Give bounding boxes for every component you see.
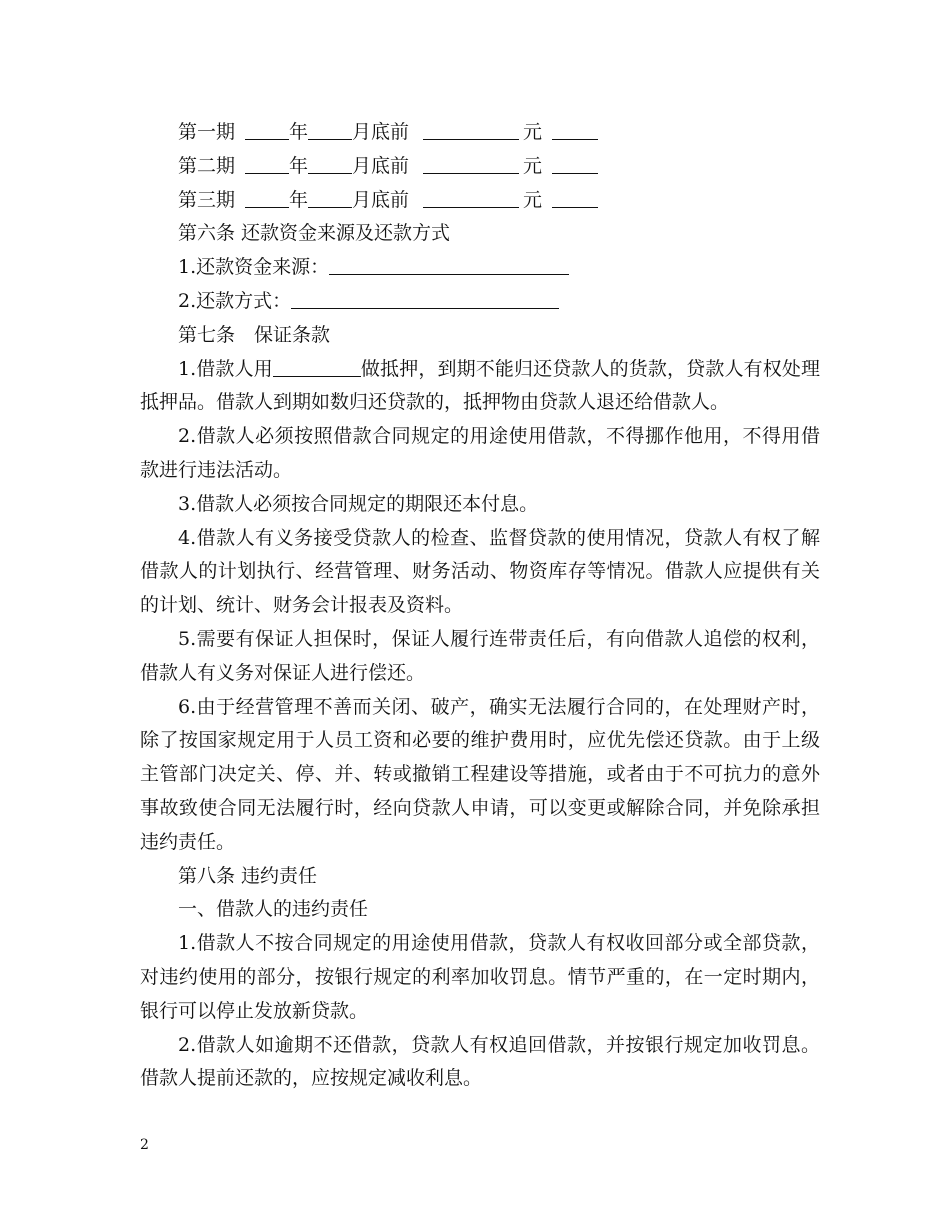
repayment-method-line [140,285,820,319]
article-7-item-5: 5.需要有保证人担保时，保证人履行连带责任后，有向借款人追偿的权利，借款人有义务对保证人进行偿还。 [140,627,820,684]
page-number: 2 [140,1137,149,1153]
amount-blank [423,172,519,174]
currency-label: 元 [523,188,543,211]
installment-row [140,116,820,150]
month-blank [308,138,352,140]
trailing-blank [552,172,598,174]
article-7-item-1 [140,353,820,421]
year-label: 年 [289,121,309,143]
article-8-title: 第八条 违约责任 [178,864,318,887]
article-6-title: 第六条 还款资金来源及还款方式 [178,222,451,245]
repayment-method-label: 2.还款方式： [178,289,292,312]
year-blank [245,206,289,208]
article-7-title: 第七条 保证条款 [178,323,331,346]
document-body [140,116,820,1096]
collateral-blank [273,375,361,377]
installment-row [140,184,820,218]
article-8-item-2: 2.借款人如逾期不还借款，贷款人有权追回借款，并按银行规定加收罚息。借款人提前还款的，应按规定减收利息。 [140,1033,820,1090]
article-7-item-3: 3.借款人必须按合同规定的期限还本付息。 [178,492,539,515]
year-blank [245,138,289,140]
repayment-source-line [140,251,820,285]
repayment-method-blank [291,307,559,309]
month-end-label: 月底前 [352,154,410,177]
currency-label: 元 [523,121,543,143]
installment-label: 第一期 [178,121,236,143]
month-blank [308,206,352,208]
trailing-blank [552,138,598,140]
amount-blank [423,206,519,208]
article-7-item-2: 2.借款人必须按照借款合同规定的用途使用借款，不得挪作他用，不得用借款进行违法活动。 [140,425,820,481]
article-7-item-4: 4.借款人有义务接受贷款人的检查、监督贷款的使用情况，贷款人有权了解借款人的计划执行、经营管理、财务活动、物资库存等情况。借款人应提供有关的计划、统计、财务会计报表及资料。 [140,526,820,617]
trailing-blank [552,206,598,208]
year-label: 年 [289,154,309,177]
month-blank [308,172,352,174]
year-blank [245,172,289,174]
month-end-label: 月底前 [352,188,410,211]
installment-label: 第二期 [178,154,236,177]
repayment-source-blank [329,273,569,275]
year-label: 年 [289,188,309,211]
article-8-item-1: 1.借款人不按合同规定的用途使用借款，贷款人有权收回部分或全部贷款，对违约使用的部分，按银行规定的利率加收罚息。情节严重的，在一定时期内，银行可以停止发放新贷款。 [140,932,820,1022]
installment-label: 第三期 [178,188,236,211]
article-8-subtitle: 一、借款人的违约责任 [178,898,369,921]
month-end-label: 月底前 [352,121,410,143]
currency-label: 元 [523,154,543,177]
repayment-source-label: 1.还款资金来源： [178,256,330,279]
amount-blank [423,138,519,140]
collateral-prefix: 1.借款人用 [178,357,273,380]
installment-row [140,150,820,184]
collateral-suffix: 做抵押，到期不能归还贷款人的货款，贷款人有权处理抵押品。借款人到期如数归还贷款的，抵押物由贷款人退还给借款人。 [140,357,820,414]
article-7-item-6: 6.由于经营管理不善而关闭、破产，确实无法履行合同的，在处理财产时，除了按国家规定用于人员工资和必要的维护费用时，应优先偿还贷款。由于上级主管部门决定关、停、并、转或撤销工程建设等措施，或者由于不可抗力的意外事故致使合同无法履行时，经向贷款人申请，可以变更或解除合同，并免除承担违约责任。 [140,695,820,853]
